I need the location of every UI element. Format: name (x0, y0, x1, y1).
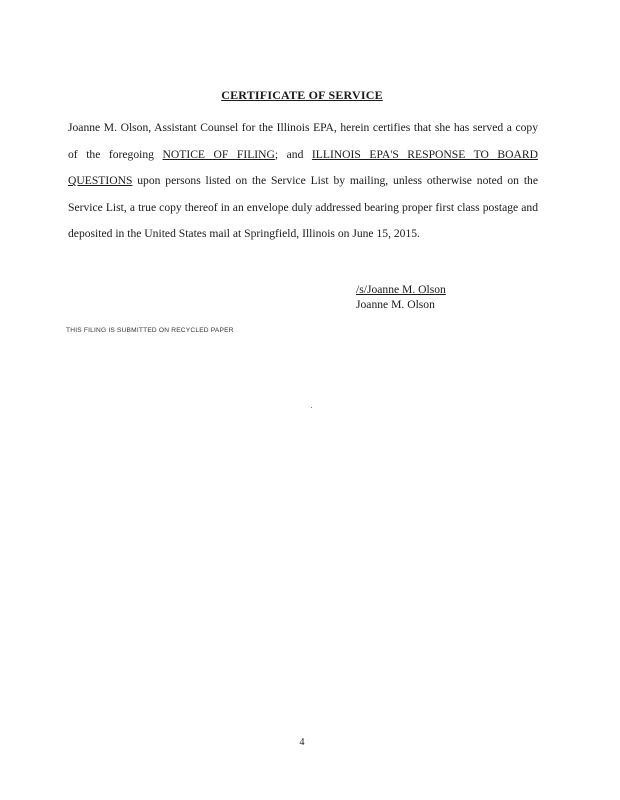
notice-of-filing-reference: NOTICE OF FILING (162, 147, 275, 161)
page-number: 4 (299, 737, 305, 748)
certificate-body (68, 115, 538, 248)
recycled-paper-notice: THIS FILING IS SUBMITTED ON RECYCLED PAPER (66, 327, 234, 334)
body-text-part1: Joanne M. Olson, Assistant Counsel for the Illinois EPA, herein certifies that she has served a copy of the foregoing (68, 121, 538, 161)
document-title: CERTIFICATE OF SERVICE (221, 88, 383, 102)
body-text-part2: ; and (274, 147, 312, 161)
response-reference: ILLINOIS EPA'S RESPONSE TO BOARD QUESTIONS (68, 147, 538, 188)
signature-line: /s/Joanne M. Olson (356, 283, 446, 296)
body-text-part3: upon persons listed on the Service List by mailing, unless otherwise noted on the Service List, a true copy thereof in an envelope duly addressed bearing proper first class postage and deposited in the United States mail at Springfield, Illinois on June 15, 2015. (68, 174, 538, 241)
scan-artifact (311, 407, 312, 408)
signatory-name: Joanne M. Olson (356, 298, 435, 311)
